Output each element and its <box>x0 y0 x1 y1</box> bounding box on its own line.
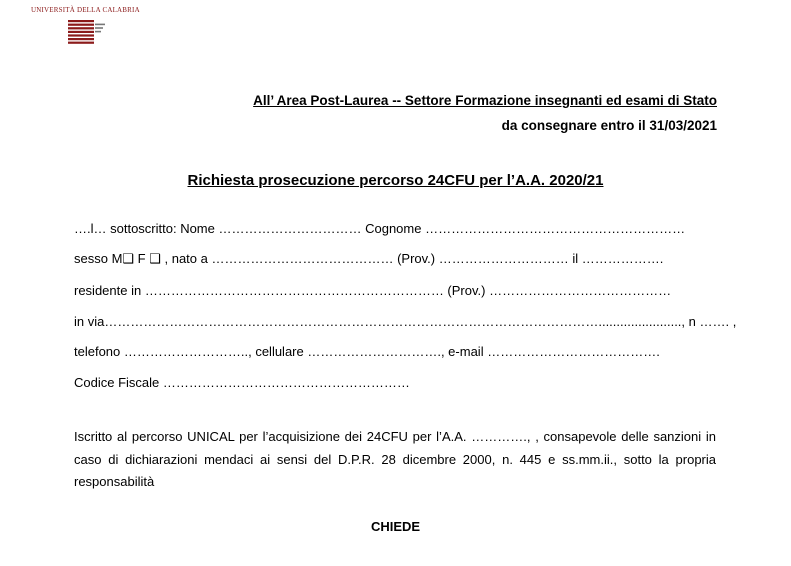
name-surname-field[interactable]: ….l… sottoscritto: Nome …………………………… Cognome …………………………………………………… <box>74 221 686 236</box>
document-title: Richiesta prosecuzione percorso 24CFU per l’A.A. 2020/21 <box>187 172 604 189</box>
addressee-line: All’ Area Post-Laurea -- Settore Formazione insegnanti ed esami di Stato <box>253 93 717 108</box>
sex-birthplace-field[interactable]: sesso M❑ F ❑ , nato a …………………………………… (Prov.) ………………………… il ………………. <box>74 251 664 266</box>
university-logo <box>30 6 150 44</box>
residence-field[interactable]: residente in …………………………………………………………… (Prov.) …………………………………… <box>74 283 672 298</box>
deadline-line: da consegnare entro il 31/03/2021 <box>501 118 717 133</box>
university-emblem-icon <box>68 20 108 44</box>
chiede-heading: CHIEDE <box>370 519 421 534</box>
street-field[interactable]: in via……………………………………………………………………………………………………......................., n ……. , <box>74 314 737 329</box>
fiscal-code-field[interactable]: Codice Fiscale ………………………………………………… <box>74 375 410 390</box>
declaration-paragraph: Iscritto al percorso UNICAL per l’acquisizione dei 24CFU per l’A.A. …………., , consapevole delle sanzioni in caso di dichiarazioni mendaci ai sensi del D.P.R. 28 dicembre 2000, n. 445 e ss.mm.ii., sotto la propria responsabilità <box>74 429 716 489</box>
logo-text: UNIVERSITÀ DELLA CALABRIA <box>31 6 140 14</box>
contacts-field[interactable]: telefono ……………………….., cellulare …………………………., e-mail …………………………………. <box>74 344 660 359</box>
